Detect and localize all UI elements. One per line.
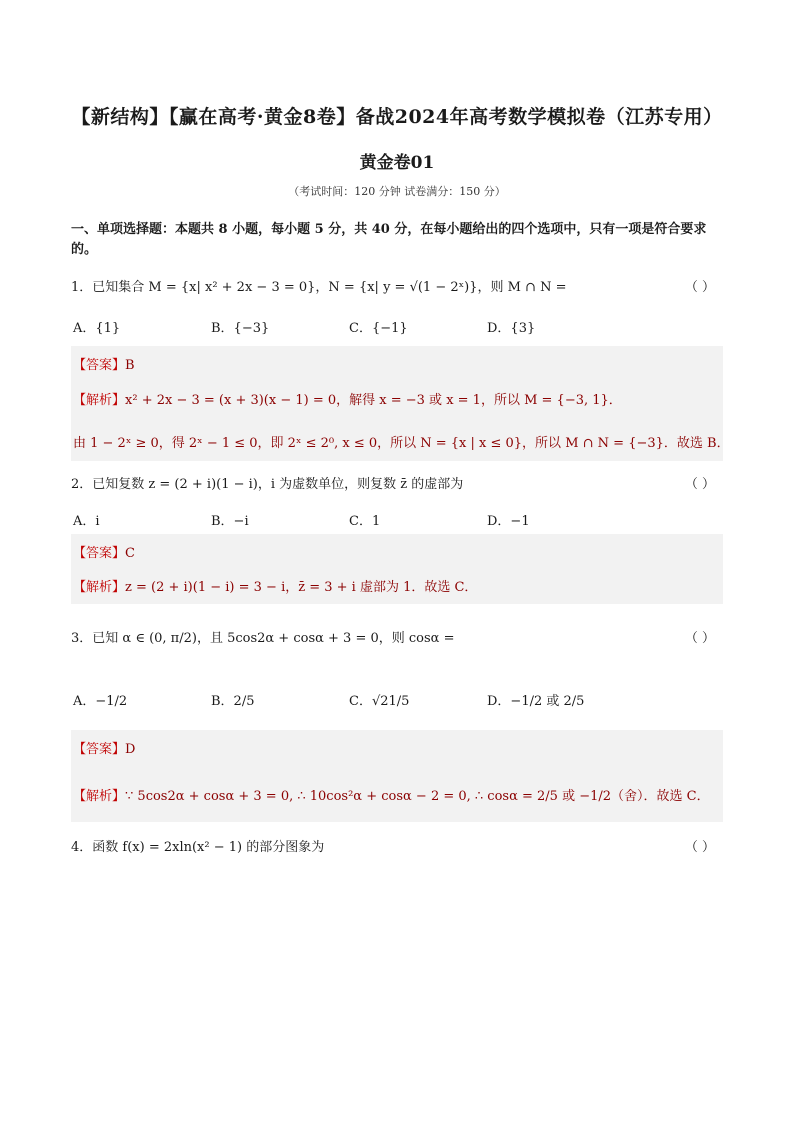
answer-value: D	[125, 742, 136, 757]
option-a: A．−1/2	[73, 694, 128, 709]
answer-paren: （ ）	[684, 631, 715, 646]
question-1-stem	[71, 276, 725, 295]
analysis-line-1	[73, 576, 477, 595]
answer-box-2	[71, 534, 723, 604]
option-b: B．2/5	[211, 694, 255, 709]
question-4-stem	[71, 836, 725, 855]
analysis-text: x² + 2x − 3 = (x + 3)(x − 1) = 0，解得 x = −3 或 x = 1，所以 M = {−3, 1}．	[125, 393, 622, 408]
question-stem-text: 1．已知集合 M = {x| x² + 2x − 3 = 0}，N = {x| y = √(1 − 2ˣ)}，则 M ∩ N =	[71, 280, 567, 295]
option-c: C．{−1}	[349, 321, 408, 336]
question-stem-text: 4．函数 f(x) = 2xln(x² − 1) 的部分图象为	[71, 840, 325, 855]
option-b: B．−i	[211, 514, 249, 529]
answer-value: B	[125, 358, 135, 373]
option-d: D．−1	[487, 514, 530, 529]
answer-paren: （ ）	[684, 477, 715, 492]
page-title: 【新结构】【赢在高考·黄金8卷】备战2024年高考数学模拟卷（江苏专用）	[71, 106, 723, 128]
question-3-stem	[71, 627, 725, 646]
question-2-stem	[71, 473, 725, 492]
answer-paren: （ ）	[684, 840, 715, 855]
option-c: C．1	[349, 514, 381, 529]
option-b: B．{−3}	[211, 321, 270, 336]
answer-paren: （ ）	[684, 280, 715, 295]
answer-box-1	[71, 346, 730, 461]
analysis-line-1	[73, 389, 622, 408]
option-d: D．−1/2 或 2/5	[487, 694, 585, 709]
answer-line	[73, 542, 135, 561]
answer-tag: 【答案】	[73, 546, 126, 561]
analysis-text: z = (2 + i)(1 − i) = 3 − i，z̄ = 3 + i 虚部为 1．故选 C．	[125, 580, 478, 595]
analysis-line-1	[73, 785, 710, 804]
option-c: C．√21/5	[349, 694, 410, 709]
analysis-line-2: 由 1 − 2ˣ ≥ 0，得 2ˣ − 1 ≤ 0，即 2ˣ ≤ 2⁰, x ≤ 0，所以 N = {x | x ≤ 0}，所以 M ∩ N = {−3}．故选 B．	[73, 436, 730, 451]
section-heading: 一、单项选择题：本题共 8 小题，每小题 5 分，共 40 分，在每小题给出的四个选项中，只有一项是符合要求的。	[71, 222, 707, 257]
question-stem-text: 3．已知 α ∈ (0, π/2)，且 5cos2α + cosα + 3 = 0，则 cosα =	[71, 631, 455, 646]
analysis-text: ∵ 5cos2α + cosα + 3 = 0, ∴ 10cos²α + cosα − 2 = 0, ∴ cosα = 2/5 或 −1/2（舍）．故选 C．	[125, 789, 710, 804]
answer-value: C	[125, 546, 135, 561]
option-a: A．{1}	[73, 321, 121, 336]
analysis-tag: 【解析】	[73, 789, 126, 804]
analysis-tag: 【解析】	[73, 580, 126, 595]
analysis-tag: 【解析】	[73, 393, 126, 408]
option-a: A．i	[73, 514, 100, 529]
option-d: D．{3}	[487, 321, 536, 336]
answer-tag: 【答案】	[73, 742, 126, 757]
question-stem-text: 2．已知复数 z = (2 + i)(1 − i)，i 为虚数单位，则复数 z̄ 的虚部为	[71, 477, 464, 492]
answer-box-3	[71, 730, 723, 822]
answer-line	[73, 354, 135, 373]
answer-tag: 【答案】	[73, 358, 126, 373]
paper-subtitle: 黄金卷01	[359, 153, 435, 173]
exam-info: （考试时间：120 分钟 试卷满分：150 分）	[288, 185, 506, 198]
answer-line	[73, 738, 135, 757]
